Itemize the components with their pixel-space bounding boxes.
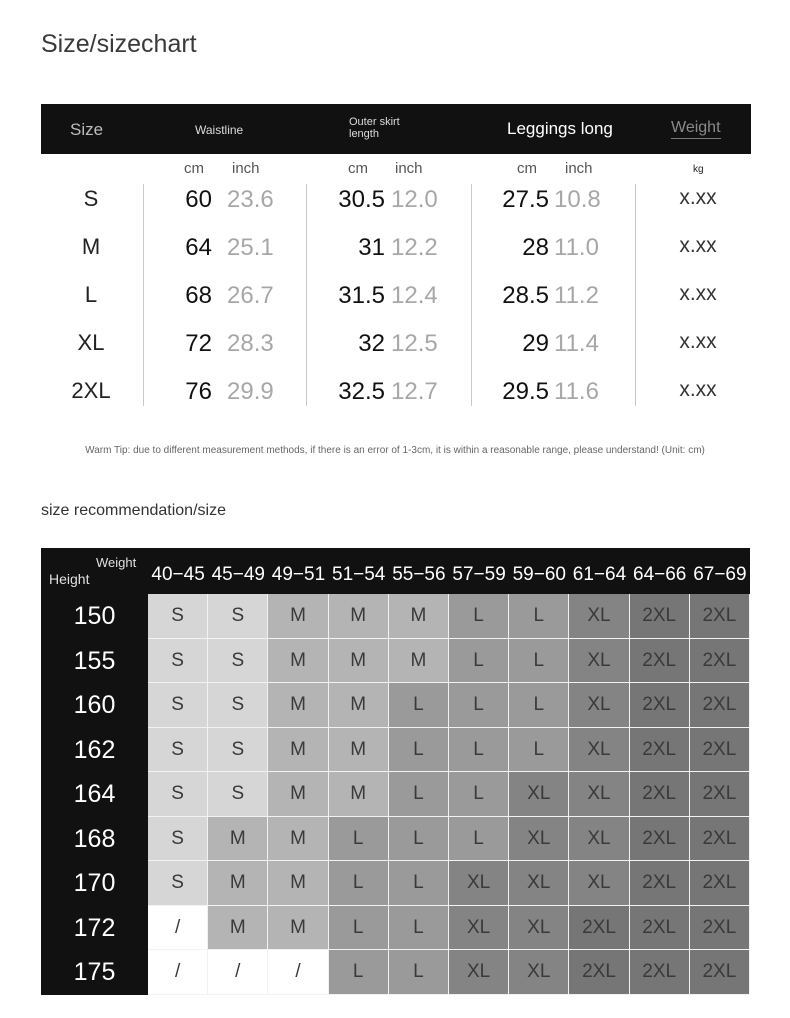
size-recommendation-cell: M — [208, 817, 268, 862]
size-recommendation-cell: XL — [449, 906, 509, 951]
weight-value: x.xx — [679, 330, 717, 353]
size-recommendation-cell: M — [268, 861, 328, 906]
size-recommendation-cell: L — [509, 683, 569, 728]
size-recommendation-cell: 2XL — [630, 728, 690, 773]
size-recommendation-cell: / — [268, 950, 328, 995]
size-recommendation-cell: 2XL — [690, 861, 750, 906]
size-recommendation-cell: S — [208, 728, 268, 773]
size-recommendation-cell: L — [329, 861, 389, 906]
height-row-header: 168 — [41, 817, 148, 862]
weight-column-header: 40−45 — [148, 548, 208, 594]
size-recommendation-cell: 2XL — [630, 950, 690, 995]
height-row-header: 175 — [41, 950, 148, 995]
size-label: 2XL — [71, 378, 111, 403]
size-recommendation-cell: L — [329, 817, 389, 862]
size-recommendation-cell: L — [389, 772, 449, 817]
column-divider — [306, 184, 307, 406]
size-recommendation-cell: M — [268, 772, 328, 817]
size-recommendation-cell: S — [148, 639, 208, 684]
size-recommendation-cell: XL — [569, 639, 629, 684]
size-recommendation-cell: L — [329, 950, 389, 995]
size-recommendation-cell: XL — [569, 594, 629, 639]
height-row-header: 155 — [41, 639, 148, 684]
size-recommendation-cell: L — [389, 683, 449, 728]
size-recommendation-cell: 2XL — [630, 772, 690, 817]
size-recommendation-cell: 2XL — [569, 906, 629, 951]
height-row-header: 150 — [41, 594, 148, 639]
skirt-inch-value: 12.0 — [391, 186, 438, 213]
weight-value: x.xx — [679, 234, 717, 257]
leggings-cm-value: 28.5 — [502, 282, 549, 309]
size-recommendation-cell: L — [449, 639, 509, 684]
weight-column-header: 61−64 — [569, 548, 629, 594]
header-waistline: Waistline — [195, 123, 244, 137]
size-recommendation-cell: M — [389, 594, 449, 639]
corner-height-label: Height — [49, 571, 90, 587]
weight-value: x.xx — [679, 186, 717, 209]
waist-inch-value: 26.7 — [227, 282, 274, 309]
skirt-cm-value: 32.5 — [338, 378, 385, 405]
size-recommendation-cell: L — [389, 817, 449, 862]
header-outer-skirt — [349, 116, 419, 140]
size-recommendation-cell: XL — [509, 861, 569, 906]
leggings-inch-value: 11.4 — [554, 330, 599, 357]
size-recommendation-cell: L — [449, 594, 509, 639]
unit-inch-skirt: inch — [395, 160, 423, 177]
waist-cm-value: 76 — [185, 378, 212, 405]
leggings-inch-value: 11.2 — [554, 282, 599, 309]
size-recommendation-cell: S — [148, 817, 208, 862]
size-recommendation-cell: L — [449, 817, 509, 862]
size-recommendation-cell: XL — [569, 817, 629, 862]
size-recommendation-cell: XL — [509, 772, 569, 817]
waist-cm-value: 60 — [185, 186, 212, 213]
size-recommendation-cell: XL — [569, 861, 629, 906]
size-recommendation-cell: S — [208, 772, 268, 817]
size-recommendation-cell: M — [268, 906, 328, 951]
size-recommendation-cell: S — [148, 861, 208, 906]
size-recommendation-cell: M — [268, 683, 328, 728]
size-recommendation-cell: XL — [509, 817, 569, 862]
size-recommendation-cell: 2XL — [690, 728, 750, 773]
column-divider — [471, 184, 472, 406]
leggings-cm-value: 28 — [522, 234, 549, 261]
size-recommendation-cell: S — [148, 683, 208, 728]
waist-inch-value: 29.9 — [227, 378, 274, 405]
height-row-header: 160 — [41, 683, 148, 728]
weight-column-header: 57−59 — [449, 548, 509, 594]
leggings-inch-value: 11.0 — [554, 234, 599, 261]
size-recommendation-cell: M — [268, 639, 328, 684]
waist-inch-value: 25.1 — [227, 234, 274, 261]
unit-inch-leg: inch — [565, 160, 593, 177]
unit-cm-skirt: cm — [348, 160, 368, 177]
weight-column-header: 64−66 — [630, 548, 690, 594]
unit-cm-leg: cm — [517, 160, 537, 177]
size-recommendation-cell: L — [449, 772, 509, 817]
size-recommendation-cell: 2XL — [690, 639, 750, 684]
leggings-cm-value: 29.5 — [502, 378, 549, 405]
size-recommendation-cell: 2XL — [630, 683, 690, 728]
column-divider — [635, 184, 636, 406]
weight-column-header: 49−51 — [268, 548, 328, 594]
skirt-cm-value: 30.5 — [338, 186, 385, 213]
corner-weight-label: Weight — [96, 555, 137, 570]
size-recommendation-cell: L — [449, 683, 509, 728]
size-recommendation-cell: 2XL — [690, 683, 750, 728]
size-recommendation-cell: L — [389, 861, 449, 906]
size-recommendation-cell: 2XL — [630, 639, 690, 684]
header-size: Size — [70, 120, 104, 139]
leggings-cm-value: 27.5 — [502, 186, 549, 213]
skirt-inch-value: 12.4 — [391, 282, 438, 309]
size-recommendation-cell: 2XL — [690, 950, 750, 995]
size-recommendation-cell: 2XL — [630, 861, 690, 906]
leggings-inch-value: 10.8 — [554, 186, 601, 213]
waist-cm-value: 68 — [185, 282, 212, 309]
size-recommendation-cell: S — [208, 683, 268, 728]
size-recommendation-cell: / — [148, 906, 208, 951]
weight-column-header: 51−54 — [329, 548, 389, 594]
size-recommendation-cell: / — [148, 950, 208, 995]
size-label: XL — [77, 330, 105, 355]
size-recommendation-cell: L — [509, 594, 569, 639]
size-recommendation-cell: XL — [569, 772, 629, 817]
size-recommendation-cell: XL — [569, 728, 629, 773]
size-label: L — [84, 282, 98, 307]
size-recommendation-cell: 2XL — [690, 817, 750, 862]
unit-cm-waist: cm — [184, 160, 204, 177]
size-recommendation-cell: M — [208, 861, 268, 906]
unit-inch-waist: inch — [232, 160, 260, 177]
size-recommendation-cell: S — [148, 772, 208, 817]
weight-value: x.xx — [679, 378, 717, 401]
height-row-header: 170 — [41, 861, 148, 906]
skirt-inch-value: 12.2 — [391, 234, 438, 261]
size-recommendation-cell: M — [329, 639, 389, 684]
size-recommendation-cell: M — [389, 639, 449, 684]
header-leggings: Leggings long — [507, 119, 613, 138]
size-recommendation-cell: 2XL — [630, 817, 690, 862]
size-recommendation-cell: S — [148, 594, 208, 639]
skirt-inch-value: 12.7 — [391, 378, 438, 405]
size-recommendation-cell: M — [329, 594, 389, 639]
size-chart-header — [41, 104, 751, 154]
recommendation-title: size recommendation/size — [41, 502, 226, 519]
waist-cm-value: 72 — [185, 330, 212, 357]
size-recommendation-cell: M — [329, 683, 389, 728]
size-recommendation-cell: M — [329, 772, 389, 817]
weight-column-header: 67−69 — [690, 548, 750, 594]
height-row-header: 164 — [41, 772, 148, 817]
weight-column-header: 55−56 — [389, 548, 449, 594]
unit-kg: kg — [693, 164, 704, 175]
size-label: M — [81, 234, 101, 259]
height-row-header: 162 — [41, 728, 148, 773]
weight-column-header: 45−49 — [208, 548, 268, 594]
size-recommendation-cell: XL — [509, 950, 569, 995]
waist-inch-value: 28.3 — [227, 330, 274, 357]
size-recommendation-cell: L — [389, 906, 449, 951]
waist-inch-value: 23.6 — [227, 186, 274, 213]
size-recommendation-cell: 2XL — [690, 594, 750, 639]
page-title: Size/sizechart — [41, 30, 197, 58]
size-recommendation-cell: M — [208, 906, 268, 951]
skirt-cm-value: 31 — [358, 234, 385, 261]
grid-corner — [41, 548, 148, 594]
header-outer-skirt-line2: length — [349, 128, 379, 140]
size-recommendation-cell: L — [509, 639, 569, 684]
size-recommendation-cell: XL — [449, 950, 509, 995]
size-recommendation-cell: XL — [449, 861, 509, 906]
size-recommendation-cell: S — [208, 639, 268, 684]
recommendation-grid — [41, 548, 750, 995]
column-divider — [143, 184, 144, 406]
height-row-header: 172 — [41, 906, 148, 951]
size-recommendation-cell: L — [509, 728, 569, 773]
size-recommendation-cell: M — [329, 728, 389, 773]
size-recommendation-cell: 2XL — [690, 772, 750, 817]
leggings-inch-value: 11.6 — [554, 378, 599, 405]
leggings-cm-value: 29 — [522, 330, 549, 357]
waist-cm-value: 64 — [185, 234, 212, 261]
size-recommendation-cell: 2XL — [630, 906, 690, 951]
size-recommendation-cell: M — [268, 728, 328, 773]
size-recommendation-cell: 2XL — [690, 906, 750, 951]
size-recommendation-cell: M — [268, 817, 328, 862]
size-recommendation-cell: 2XL — [630, 594, 690, 639]
size-recommendation-cell: XL — [509, 906, 569, 951]
warm-tip: Warm Tip: due to different measurement methods, if there is an error of 1-3cm, it is within a reasonable range, please understand! (Unit: cm) — [85, 445, 705, 456]
skirt-cm-value: 31.5 — [338, 282, 385, 309]
size-recommendation-cell: L — [389, 950, 449, 995]
weight-column-header: 59−60 — [509, 548, 569, 594]
header-weight: Weight — [671, 119, 721, 139]
size-recommendation-cell: L — [329, 906, 389, 951]
size-recommendation-cell: 2XL — [569, 950, 629, 995]
size-recommendation-cell: XL — [569, 683, 629, 728]
size-label: S — [83, 186, 99, 211]
weight-value: x.xx — [679, 282, 717, 305]
header-outer-skirt-line1: Outer skirt — [349, 116, 400, 128]
size-recommendation-cell: / — [208, 950, 268, 995]
skirt-cm-value: 32 — [358, 330, 385, 357]
size-recommendation-cell: L — [389, 728, 449, 773]
size-recommendation-cell: S — [208, 594, 268, 639]
skirt-inch-value: 12.5 — [391, 330, 438, 357]
size-recommendation-cell: L — [449, 728, 509, 773]
size-recommendation-cell: M — [268, 594, 328, 639]
size-recommendation-cell: S — [148, 728, 208, 773]
